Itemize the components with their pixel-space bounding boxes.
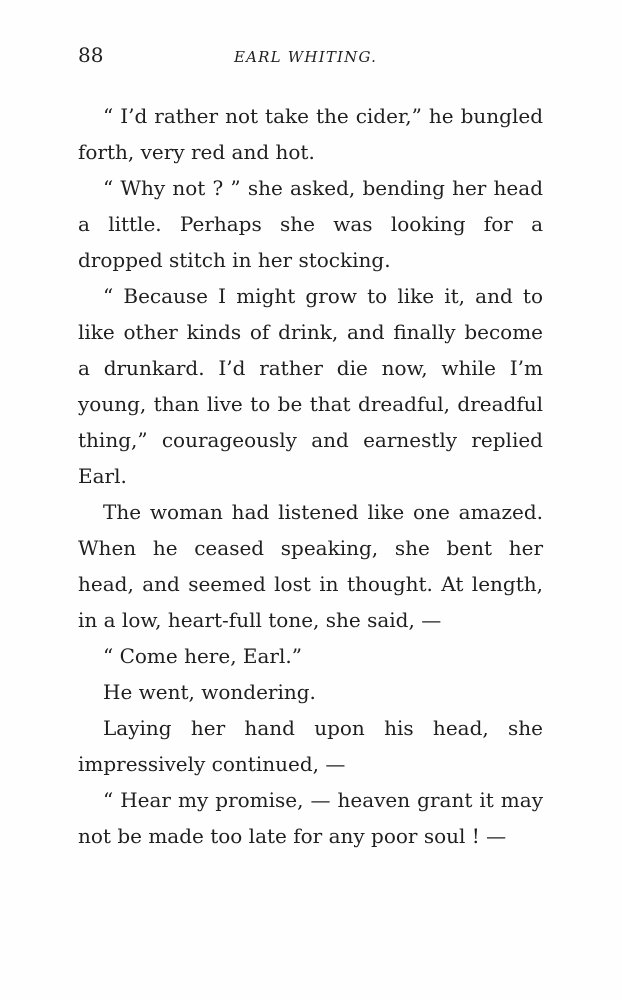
paragraph-2: “ Why not ? ” she asked, bending her head a little. Perhaps she was looking for a dropped stitch in her stocking.	[78, 176, 543, 272]
paragraph-6: He went, wondering.	[103, 680, 316, 704]
paragraph-3: “ Because I might grow to like it, and to like other kinds of drink, and finally become a drunkard. I’d rather die now, while I’m young, than live to be that dreadful, dreadful thing,” courageously and earnestly replied Earl.	[78, 284, 543, 488]
paragraph-1: “ I’d rather not take the cider,” he bungled forth, very red and hot.	[78, 104, 543, 164]
body-text	[78, 98, 543, 854]
page-header	[78, 42, 542, 70]
paragraph-8: “ Hear my promise, — heaven grant it may not be made too late for any poor soul ! —	[78, 788, 543, 848]
running-title: EARL WHITING.	[234, 48, 378, 66]
paragraph-5: “ Come here, Earl.”	[103, 644, 302, 668]
page-number: 88	[78, 43, 104, 67]
paragraph-7: Laying her hand upon his head, she impressively continued, —	[78, 716, 543, 776]
paragraph-4: The woman had listened like one amazed. When he ceased speaking, she bent her head, and seemed lost in thought. At length, in a low, heart-full tone, she said, —	[78, 500, 543, 632]
